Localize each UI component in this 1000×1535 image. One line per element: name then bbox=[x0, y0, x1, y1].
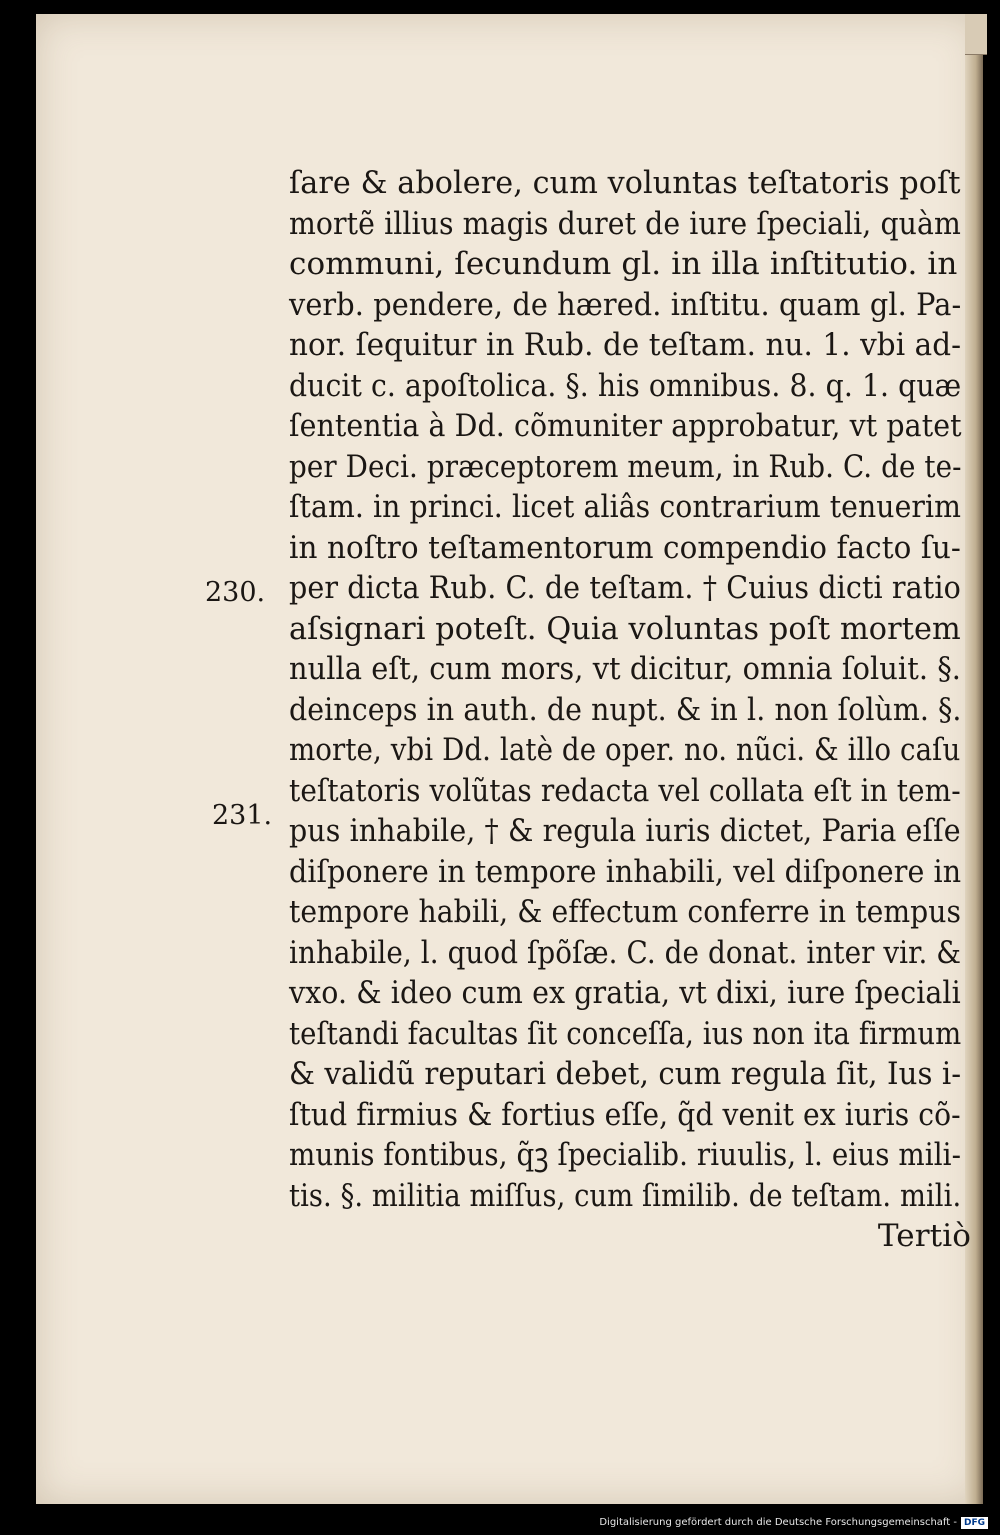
text-line: per dicta Rub. C. de teſtam. † Cuius dicti ratio bbox=[289, 570, 961, 606]
text-line: & validũ reputari debet, cum regula ſit, Ius i- bbox=[289, 1056, 962, 1092]
text-line: per Deci. præceptorem meum, in Rub. C. de te- bbox=[289, 448, 962, 485]
text-line: teſtandi facultas ſit conceſſa, ius non ita firmum bbox=[289, 1015, 962, 1052]
text-line: teſtatoris volũtas redacta vel collata eſt in tem- bbox=[289, 772, 961, 809]
dfg-logo-icon: DFG bbox=[961, 1517, 988, 1529]
margin-number-231: 231. bbox=[212, 800, 273, 831]
text-line: morte, vbi Dd. latè de oper. no. nũci. & illo caſu bbox=[289, 732, 961, 768]
margin-number-230: 230. bbox=[205, 577, 266, 608]
catchword: Tertiò bbox=[877, 1218, 971, 1254]
text-line: communi, ſecundum gl. in illa inſtitutio. in bbox=[289, 246, 958, 282]
text-line: ſtam. in princi. licet aliâs contrarium tenuerim bbox=[289, 489, 962, 525]
text-line: verb. pendere, de hæred. inſtitu. quam gl. Pa- bbox=[289, 286, 962, 323]
text-line: pus inhabile, † & regula iuris dictet, Paria eſſe bbox=[289, 813, 961, 849]
text-line: ducit c. apoſtolica. §. his omnibus. 8. q. 1. quæ bbox=[289, 367, 962, 404]
text-line: diſponere in tempore inhabili, vel diſponere in bbox=[289, 853, 962, 890]
footer-bar bbox=[0, 1510, 1000, 1535]
text-line: vxo. & ideo cum ex gratia, vt dixi, iure ſpeciali bbox=[289, 975, 961, 1011]
text-line: deinceps in auth. de nupt. & in l. non ſolùm. §. bbox=[289, 691, 962, 728]
text-line: inhabile, l. quod ſpõſæ. C. de donat. inter vir. & bbox=[289, 934, 962, 971]
text-line: ſare & abolere, cum voluntas teſtatoris poſt bbox=[289, 165, 961, 201]
text-line: ſtud firmius & fortius eſſe, q̃d venit ex iuris cõ- bbox=[289, 1096, 961, 1133]
text-line: nor. ſequitur in Rub. de teſtam. nu. 1. vbi ad- bbox=[289, 327, 962, 363]
text-line: tis. §. militia miſſus, cum ſimilib. de teſtam. mili. bbox=[289, 1177, 962, 1214]
text-line: tempore habili, & effectum conferre in tempus bbox=[289, 894, 962, 930]
text-line: ſententia à Dd. cõmuniter approbatur, vt patet bbox=[289, 408, 962, 444]
footer-credit: Digitalisierung gefördert durch die Deutsche Forschungsgemeinschaft - bbox=[599, 1517, 957, 1528]
page-tab bbox=[965, 14, 987, 55]
text-line: nulla eſt, cum mors, vt dicitur, omnia ſoluit. §. bbox=[289, 651, 962, 687]
text-line: mortẽ illius magis duret de iure ſpeciali, quàm bbox=[289, 205, 961, 242]
text-line: aſsignari poteſt. Quia voluntas poſt mortem bbox=[289, 610, 961, 647]
text-line: in noſtro teſtamentorum compendio facto ſu- bbox=[289, 529, 961, 566]
body-text bbox=[289, 163, 979, 1257]
text-line: munis fontibus, q̃ꝫ ſpecialib. riuulis, l. eius mili- bbox=[289, 1137, 962, 1173]
